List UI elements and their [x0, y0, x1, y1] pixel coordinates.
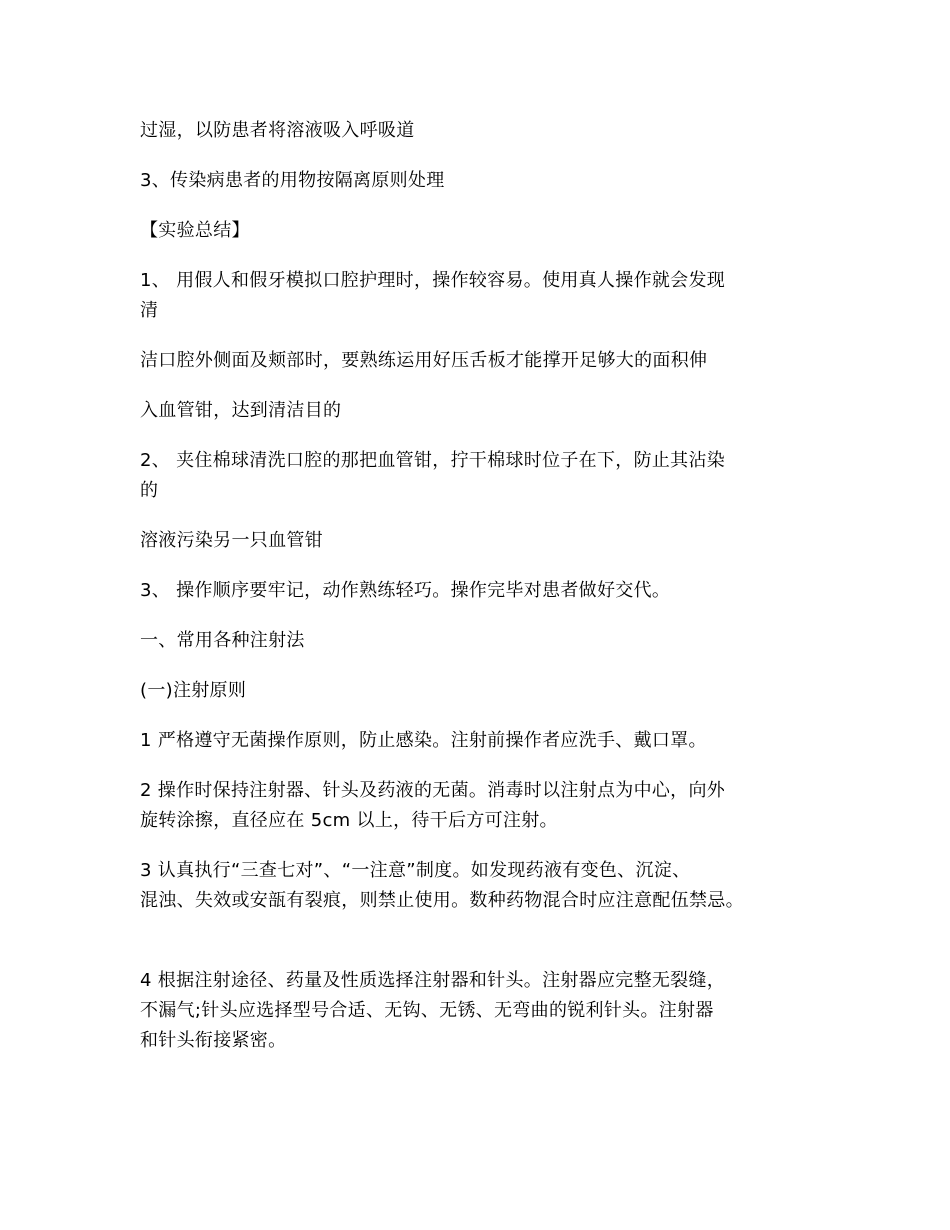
text-line: 和针头衔接紧密。	[140, 1030, 287, 1051]
text-line: 4 根据注射途径、药量及性质选择注射器和针头。注射器应完整无裂缝，	[140, 970, 726, 991]
subsection-heading: (一)注射原则	[140, 680, 247, 701]
text-line: 1 严格遵守无菌操作原则，防止感染。注射前操作者应洗手、戴口罩。	[140, 730, 707, 751]
text-line: 3、传染病患者的用物按隔离原则处理	[140, 170, 445, 191]
section-heading: 一、常用各种注射法	[140, 630, 305, 651]
text-line: 2、 夹住棉球清洗口腔的那把血管钳，拧干棉球时位子在下，防止其沾染	[140, 450, 726, 471]
text-line: 溶液污染另一只血管钳	[140, 530, 323, 551]
text-line: 混浊、失效或安瓿有裂痕，则禁止使用。数种药物混合时应注意配伍禁忌。	[140, 890, 744, 911]
text-line: 1、 用假人和假牙模拟口腔护理时，操作较容易。使用真人操作就会发现	[140, 270, 726, 291]
text-line: 2 操作时保持注射器、针头及药液的无菌。消毒时以注射点为中心，向外	[140, 780, 726, 801]
section-heading: 【实验总结】	[140, 220, 250, 241]
text-line: 不漏气;针头应选择型号合适、无钩、无锈、无弯曲的锐利针头。注射器	[140, 1000, 714, 1021]
text-line: 的	[140, 480, 159, 501]
text-line: 清	[140, 300, 159, 321]
text-line: 入血管钳，达到清洁目的	[140, 400, 342, 421]
text-line: 旋转涂擦，直径应在 5cm 以上，待干后方可注射。	[140, 810, 558, 831]
text-line: 3 认真执行“三查七对”、“一注意”制度。如发现药液有变色、沉淀、	[140, 860, 691, 881]
text-line: 过湿，以防患者将溶液吸入呼吸道	[140, 120, 415, 141]
text-line: 洁口腔外侧面及颊部时，要熟练运用好压舌板才能撑开足够大的面积伸	[140, 350, 708, 371]
text-line: 3、 操作顺序要牢记，动作熟练轻巧。操作完毕对患者做好交代。	[140, 580, 671, 601]
